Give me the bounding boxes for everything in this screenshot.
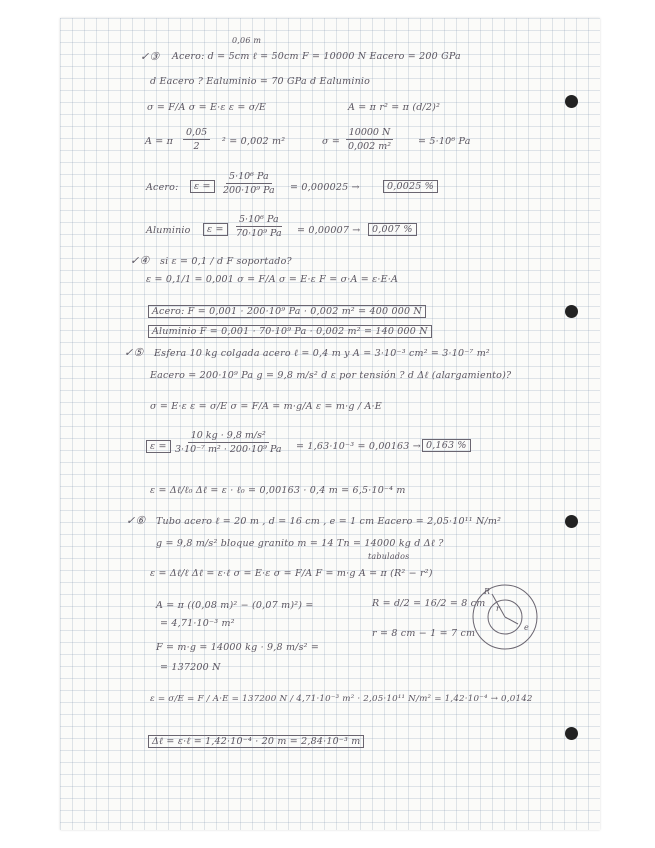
p6-final xyxy=(148,736,364,747)
p5-result: 0,163 % xyxy=(422,439,471,452)
p6-r: r = 8 cm − 1 = 7 cm xyxy=(372,628,476,639)
problem-3-header: Acero: d = 5cm ℓ = 50cm F = 10000 N Eacero = 200 GPa xyxy=(172,51,461,62)
p5-denominator: 3·10⁻⁷ m² · 200·10⁹ Pa xyxy=(175,444,282,455)
p5-rhs: = 1,63·10⁻³ = 0,00163 → xyxy=(296,441,421,452)
problem-4-mark: ✓④ xyxy=(130,254,150,267)
problem-6-line3: ε = Δℓ/ℓ Δℓ = ε·ℓ σ = E·ε σ = F/A F = m·g A = π (R² − r²) xyxy=(150,568,433,579)
binder-hole xyxy=(565,727,578,740)
area-denominator: 2 xyxy=(193,141,200,152)
problem-4-header: si ε = 0,1 / d F soportado? xyxy=(160,256,292,267)
problem-4-acero xyxy=(148,306,426,317)
aluminio-force-box: Aluminio F = 0,001 · 70·10⁹ Pa · 0,002 m² = 140 000 N xyxy=(148,325,432,338)
acero-label: Acero: xyxy=(146,182,179,193)
p5-elongation xyxy=(150,485,406,496)
p5-numerator: 10 kg · 9,8 m/s² xyxy=(188,430,269,443)
p6-force: F = m·g = 14000 kg · 9,8 m/s² = xyxy=(156,642,320,653)
acero-fraction xyxy=(220,171,278,196)
p6-final-box: Δℓ = ε·ℓ = 1,42·10⁻⁴ · 20 m = 2,84·10⁻³ m xyxy=(148,735,364,748)
acero-epsilon: ε = xyxy=(190,180,215,193)
problem-3-mark: ✓③ xyxy=(140,50,160,63)
problem-5-mark: ✓⑤ xyxy=(124,346,144,359)
sigma-fraction xyxy=(345,127,394,152)
problem-4-line1: ε = 0,1/1 = 0,001 σ = F/A σ = E·ε F = σ·A = ε·E·A xyxy=(146,274,399,285)
p6-epsilon-line: ε = σ/E = F / A·E = 137200 N / 4,71·10⁻³ m² · 2,05·10¹¹ N/m² = 1,42·10⁻⁴ → 0,0142 xyxy=(150,694,533,704)
problem-3-question: d Eacero ? Ealuminio = 70 GPa d Ealuminio xyxy=(150,76,371,87)
problem-5-line3: σ = E·ε ε = σ/E σ = F/A = m·g/A ε = m·g / A·E xyxy=(150,401,382,412)
tube-cross-section-diagram xyxy=(470,582,540,652)
sigma-rhs: = 5·10⁶ Pa xyxy=(418,136,471,147)
sigma-denominator: 0,002 m² xyxy=(348,141,392,152)
problem-3-formulas: σ = F/A σ = E·ε ε = σ/E xyxy=(147,102,267,113)
circle-label-R: R xyxy=(484,587,491,596)
acero-numerator: 5·10⁶ Pa xyxy=(226,171,272,184)
top-note: 0,06 m xyxy=(232,36,262,45)
acero-denominator: 200·10⁹ Pa xyxy=(223,185,275,196)
problem-4-aluminio xyxy=(148,326,432,337)
p6-area: A = π ((0,08 m)² − (0,07 m)²) = xyxy=(156,600,314,611)
radius-r-line xyxy=(505,617,518,624)
acero-result: 0,0025 % xyxy=(383,180,438,193)
circle-label-e: e xyxy=(524,623,529,632)
p5-epsilon: ε = xyxy=(146,440,171,453)
sigma-numerator: 10000 N xyxy=(346,127,394,140)
p6-area-value: = 4,71·10⁻³ m² xyxy=(160,618,235,629)
p6-force-value: = 137200 N xyxy=(160,662,221,673)
aluminio-rhs: = 0,00007 → xyxy=(297,225,361,236)
p5-fraction xyxy=(172,430,285,455)
tabulados-note: tabulados xyxy=(368,552,410,561)
acero-force-box: Acero: F = 0,001 · 200·10⁹ Pa · 0,002 m² = 400 000 N xyxy=(148,305,426,318)
area-formula: A = π r² = π (d/2)² xyxy=(348,102,441,113)
p5-elongation-text: ε = Δℓ/ℓ₀ Δℓ = ε · ℓ₀ = 0,00163 · 0,4 m = 6,5·10⁻⁴ m xyxy=(150,485,406,496)
circle-label-r: r xyxy=(496,604,500,613)
problem-6-line2: g = 9,8 m/s² bloque granito m = 14 Tn = 14000 kg d Δℓ ? xyxy=(156,538,444,549)
aluminio-numerator: 5·10⁶ Pa xyxy=(236,214,282,227)
area-fraction xyxy=(183,127,210,152)
p6-R: R = d/2 = 16/2 = 8 cm xyxy=(372,598,486,609)
aluminio-label: Aluminio xyxy=(146,225,191,236)
aluminio-epsilon: ε = xyxy=(203,223,228,236)
binder-hole xyxy=(565,305,578,318)
problem-6-header: Tubo acero ℓ = 20 m , d = 16 cm , e = 1 cm Eacero = 2,05·10¹¹ N/m² xyxy=(156,516,502,527)
binder-hole xyxy=(565,95,578,108)
area-numerator: 0,05 xyxy=(183,127,210,140)
binder-hole xyxy=(565,515,578,528)
problem-5-header: Esfera 10 kg colgada acero ℓ = 0,4 m y A = 3·10⁻³ cm² = 3·10⁻⁷ m² xyxy=(154,348,490,359)
problem-6-mark: ✓⑥ xyxy=(126,514,146,527)
aluminio-fraction xyxy=(233,214,285,239)
aluminio-denominator: 70·10⁹ Pa xyxy=(236,228,282,239)
area-rhs: ² = 0,002 m² xyxy=(222,136,286,147)
area-lhs: A = π xyxy=(145,136,174,147)
problem-5-line2: Eacero = 200·10⁹ Pa g = 9,8 m/s² d ε por tensión ? d Δℓ (alargamiento)? xyxy=(150,370,512,381)
aluminio-result: 0,007 % xyxy=(368,223,417,236)
acero-rhs: = 0,000025 → xyxy=(290,182,360,193)
sigma-lhs: σ = xyxy=(322,136,341,147)
